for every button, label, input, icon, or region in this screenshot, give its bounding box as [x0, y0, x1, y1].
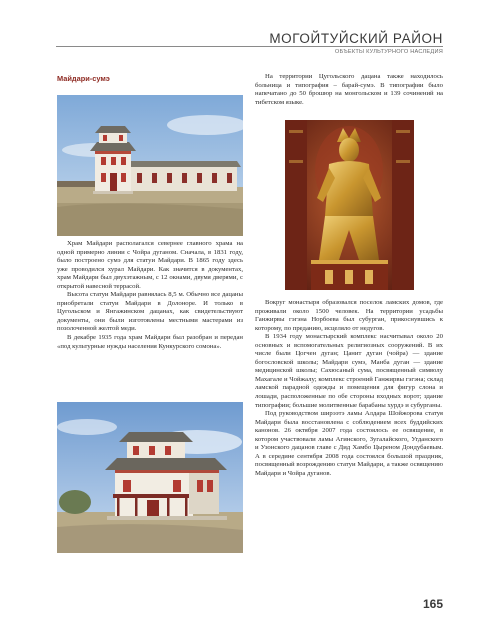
left-column-text: [57, 240, 243, 351]
temple-photo-2: [57, 402, 243, 553]
paragraph: Храм Майдари располагался севернее главного храма на одной примерно линии с Чойра дуганом. Сначала, в 1831 году, было построено сумэ для статуи Майдари. В 1865 году здесь уже проводился хурал Майдари. Как значится в документах, храм Майдари был двухэтажным, с 12 окнами, двумя дверями, с открытой навесной террасой.: [57, 240, 243, 290]
section-title: Майдари-сумэ: [57, 74, 110, 83]
paragraph: Под руководством ширээтэ ламы Алдара Шойжорова статуя Майдари была восстановлена с соблюдением всех буддийских канонов. 26 октября 2007 года состоялось ее освящение, в котором участвовали ламы Агинского, Зугалайского, Угданского и Узонского дацанов главе с Дид Хамбо Цыреном Дондубаевым. А в середине сентября 2008 года состоялся большой праздник, посвященный возрождению статуи Майдари, а также освящению Майдари и Чойра дуганов.: [255, 410, 443, 477]
header-divider: [56, 46, 443, 47]
paragraph: В 1934 году монастырский комплекс насчитывал около 20 основных и вспомогательных религиозных сооружений. В их числе были Цогчен дуган; Цанит дуган (чойра) — здание богословской школы; Майдари сумэ, Манба дуган — здание медицинской школы; Сахюсаный сума, посвященный символу Махагале и Чойжалу; комплекс строений Ганжирвы гэгэна; склад ламской парадной одежды и помещения для фигур слона и лошади, расположенные по обе стороны входных ворот; здание типографии; большие молитвенные барабаны хурдэ и субурганы.: [255, 333, 443, 409]
page-number: 165: [422, 597, 443, 611]
header-subtitle: ОБЪЕКТЫ КУЛЬТУРНОГО НАСЛЕДИЯ: [334, 48, 443, 55]
temple-photo-1: [57, 95, 243, 236]
right-column-bottom-text: [255, 299, 443, 478]
paragraph: На территории Цугольского дацана также находилось больница и типография – барай-сумэ. В типографии было напечатано до 50 брошюр на монгольском и 139 сочинений на тибетском языке.: [255, 73, 443, 106]
header-title: МОГОЙТУЙСКИЙ РАЙОН: [269, 31, 443, 46]
page-header: [0, 0, 499, 60]
paragraph: В декабре 1935 года храм Майдари был разобран и передан «под культурные нужды населения Кункурского сомона».: [57, 334, 243, 350]
right-column-top-text: [255, 73, 443, 107]
paragraph: Высота статуи Майдари равнялась 8,5 м. Обычно все дацаны приобретали статуи Майдари в Долоноре. И только в Цугольском и Янгажинском дацанах, как свидетельствуют документы, они были изготовлены местными мастерами из позолоченной желтой меди.: [57, 291, 243, 333]
paragraph: Вокруг монастыря образовался поселок ламских домов, где проживали около 1500 человек. На территории усадьбы Ганжирвы гэгэна Норбоева был субурган, прикоснувшись к которому, по преданию, исцеляло от недугов.: [255, 299, 443, 332]
maitreya-statue-photo: [285, 120, 414, 290]
